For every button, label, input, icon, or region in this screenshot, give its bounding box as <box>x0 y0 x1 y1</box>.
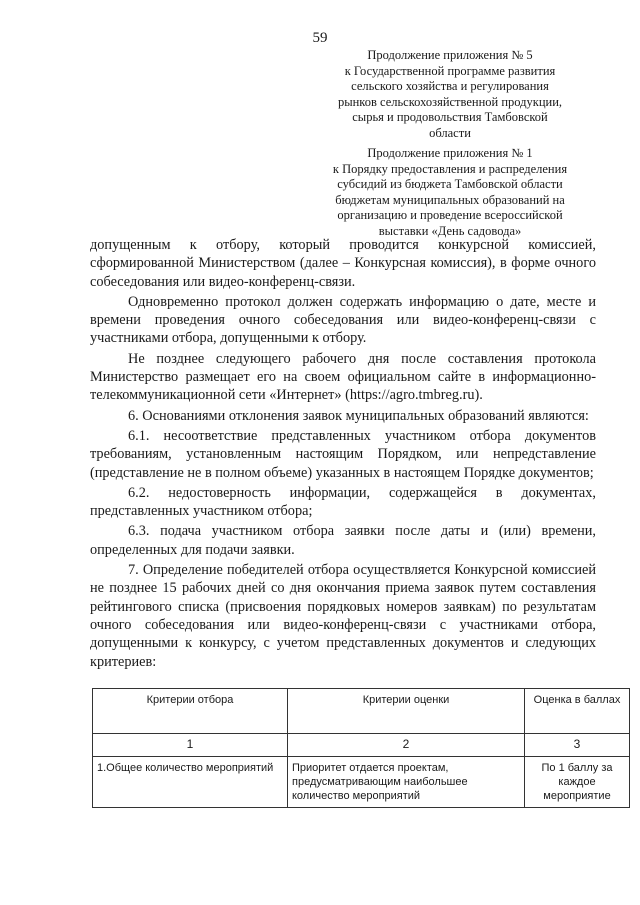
header-line: бюджетам муниципальных образований на <box>335 192 565 207</box>
header-line: организацию и проведение всероссийской <box>337 208 563 222</box>
column-header-selection-criteria: Критерии отбора <box>93 689 288 734</box>
table-row <box>93 757 630 808</box>
table-column-number-row <box>93 734 630 757</box>
paragraph-ground-6-1: 6.1. несоответствие представленных участником отбора документов требованиям, установленным настоящим Порядком, или непредставление (представление не в полном объеме) указанных в настоящем Порядке документов; <box>90 427 596 481</box>
header-line: Продолжение приложения № 1 <box>367 146 533 160</box>
appendix-header-state-program <box>300 48 600 141</box>
table-cell-evaluation: Приоритет отдается проектам, предусматривающим наибольшее количество мероприятий <box>288 757 525 808</box>
column-number: 3 <box>525 734 630 757</box>
paragraph-ground-6-2: 6.2. недостоверность информации, содержащейся в документах, представленных участником отбора; <box>90 484 596 520</box>
paragraph-protocol-info: Одновременно протокол должен содержать информацию о дате, месте и времени проведения очного собеседования или видео-конференц-связи с участниками отбора, допущенными к отбору. <box>90 293 596 347</box>
paragraph-winner-selection: 7. Определение победителей отбора осуществляется Конкурсной комиссией не позднее 15 рабочих дней со дня окончания приема заявок путем составления рейтингового списка (присвоения порядковых номеров заявкам) по результатам очного собеседования или видео-конференц-связи с участниками отбора, допущенными к конкурсу, с учетом представленных документов и следующих критериев: <box>90 562 596 670</box>
column-number: 1 <box>93 734 288 757</box>
header-line: выставки «День садовода» <box>378 223 522 238</box>
table-header-row <box>93 689 630 734</box>
column-number: 2 <box>288 734 525 757</box>
column-header-evaluation-criteria: Критерии оценки <box>288 689 525 734</box>
header-line: сырья и продовольствия Тамбовской <box>352 110 548 124</box>
table-cell-score: По 1 баллу за каждое мероприятие <box>525 757 630 808</box>
header-line: субсидий из бюджета Тамбовской области <box>337 177 563 191</box>
header-line: Продолжение приложения № 5 <box>367 48 533 62</box>
page-number: 59 <box>312 30 328 46</box>
header-line: к Порядку предоставления и распределения <box>332 161 568 176</box>
header-line: области <box>429 125 471 140</box>
header-line: к Государственной программе развития <box>344 63 556 78</box>
document-body <box>90 236 596 673</box>
criteria-table <box>92 688 630 808</box>
paragraph-ground-6-3: 6.3. подача участником отбора заявки после даты и (или) времени, определенных для подачи заявки. <box>90 523 596 558</box>
column-header-score: Оценка в баллах <box>525 689 630 734</box>
table-cell-criterion: 1.Общее количество мероприятий <box>93 757 288 808</box>
paragraph-continuation: допущенным к отбору, который проводится конкурсной комиссией, сформированной Министерством (далее – Конкурсная комиссия), в форме очного собеседования или видео-конференц-связи. <box>90 237 596 290</box>
header-line: рынков сельскохозяйственной продукции, <box>337 94 563 109</box>
appendix-header-subsidy-procedure <box>300 146 600 239</box>
header-line: сельского хозяйства и регулирования <box>351 79 549 93</box>
paragraph-protocol-publication: Не позднее следующего рабочего дня после составления протокола Министерство размещает его на своем официальном сайте в информационно-телекоммуникационной сети «Интернет» (https://agro.tmbreg.ru). <box>90 350 596 404</box>
paragraph-rejection-grounds: 6. Основаниями отклонения заявок муниципальных образований являются: <box>128 407 589 424</box>
